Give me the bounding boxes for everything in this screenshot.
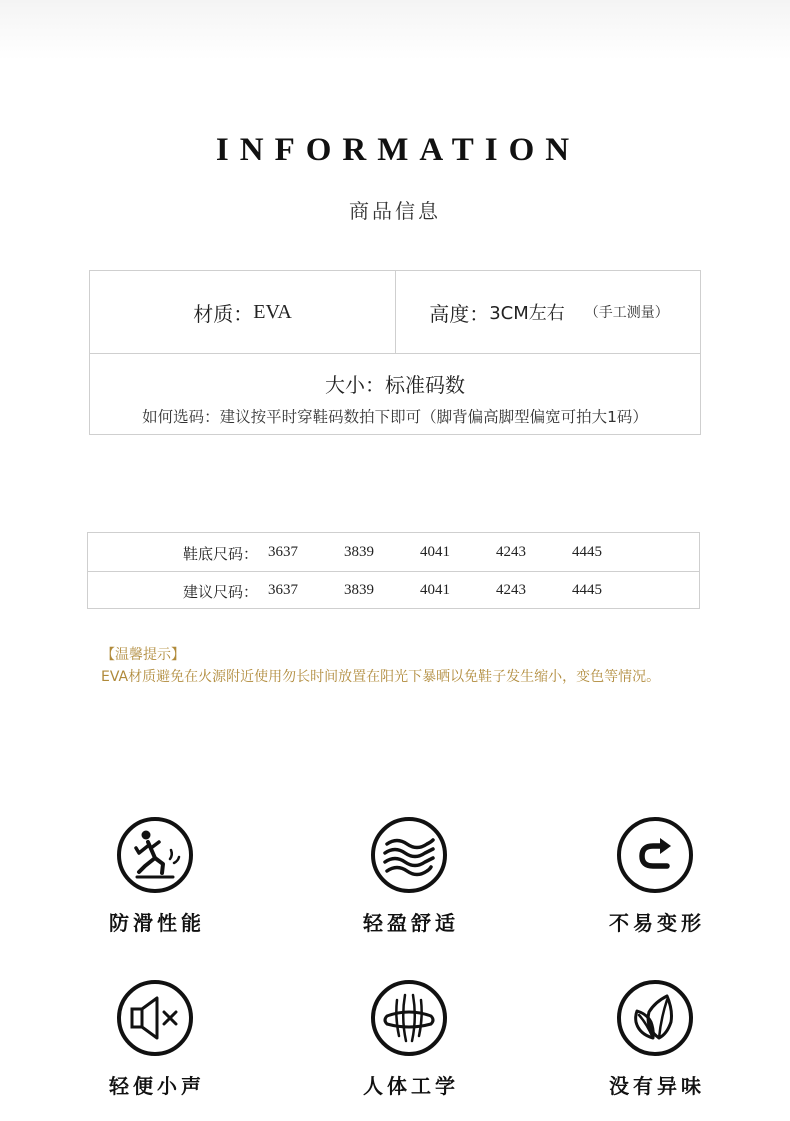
product-info-table bbox=[89, 270, 701, 435]
size-cell: 4041 bbox=[420, 582, 450, 598]
feature-label: 轻盈舒适 bbox=[363, 911, 459, 935]
size-cell: 3637 bbox=[268, 544, 298, 560]
size-cell: 3637 bbox=[268, 582, 298, 598]
height-label: 高度： bbox=[429, 301, 490, 326]
suggested-size-label: 建议尺码： bbox=[183, 583, 259, 601]
sole-size-label: 鞋底尺码： bbox=[183, 545, 259, 563]
height-note: （手工测量） bbox=[584, 305, 669, 321]
size-cell: 4041 bbox=[420, 544, 450, 560]
feature-lightweight bbox=[329, 815, 489, 936]
material-cell bbox=[90, 271, 396, 353]
feature-label: 人体工学 bbox=[363, 1074, 459, 1098]
size-cell: 4445 bbox=[572, 582, 602, 598]
feature-no-odor bbox=[575, 978, 735, 1099]
return-arrow-icon bbox=[615, 815, 695, 895]
size-cell: 3839 bbox=[344, 582, 374, 598]
wave-icon bbox=[369, 815, 449, 895]
feature-label: 不易变形 bbox=[609, 911, 705, 935]
table-row bbox=[88, 571, 699, 609]
size-tip: 如何选码：建议按平时穿鞋码数拍下即可（脚背偏高脚型偏宽可拍大1码） bbox=[142, 408, 648, 426]
feature-anti-slip bbox=[75, 815, 235, 936]
leaf-icon bbox=[615, 978, 695, 1058]
page-title: INFORMATION bbox=[215, 132, 581, 168]
feature-quiet bbox=[75, 978, 235, 1099]
mute-speaker-icon bbox=[115, 978, 195, 1058]
tip-text: EVA材质避免在火源附近使用勿长时间放置在阳光下暴晒以免鞋子发生缩小，变色等情况。 bbox=[101, 669, 661, 685]
size-cell: 4243 bbox=[496, 582, 526, 598]
height-value: 3CM左右 bbox=[489, 303, 565, 324]
feature-label: 防滑性能 bbox=[109, 911, 205, 935]
size-cell: 4243 bbox=[496, 544, 526, 560]
anti-slip-icon bbox=[115, 815, 195, 895]
tip-title: 【温馨提示】 bbox=[101, 647, 185, 663]
material-label: 材质： bbox=[193, 301, 254, 326]
feature-no-deform bbox=[575, 815, 735, 936]
size-title: 大小：标准码数 bbox=[325, 373, 465, 397]
size-table bbox=[87, 532, 700, 609]
size-cell: 4445 bbox=[572, 544, 602, 560]
feature-label: 轻便小声 bbox=[109, 1074, 205, 1098]
table-row bbox=[88, 533, 699, 572]
page-subtitle: 商品信息 bbox=[349, 199, 441, 223]
size-cell: 3839 bbox=[344, 544, 374, 560]
top-fade bbox=[0, 0, 790, 60]
material-value: EVA bbox=[253, 300, 292, 323]
feature-label: 没有异味 bbox=[609, 1074, 705, 1098]
ergonomic-icon bbox=[369, 978, 449, 1058]
height-cell bbox=[396, 271, 702, 353]
feature-ergonomic bbox=[329, 978, 489, 1099]
info-row bbox=[90, 271, 700, 354]
